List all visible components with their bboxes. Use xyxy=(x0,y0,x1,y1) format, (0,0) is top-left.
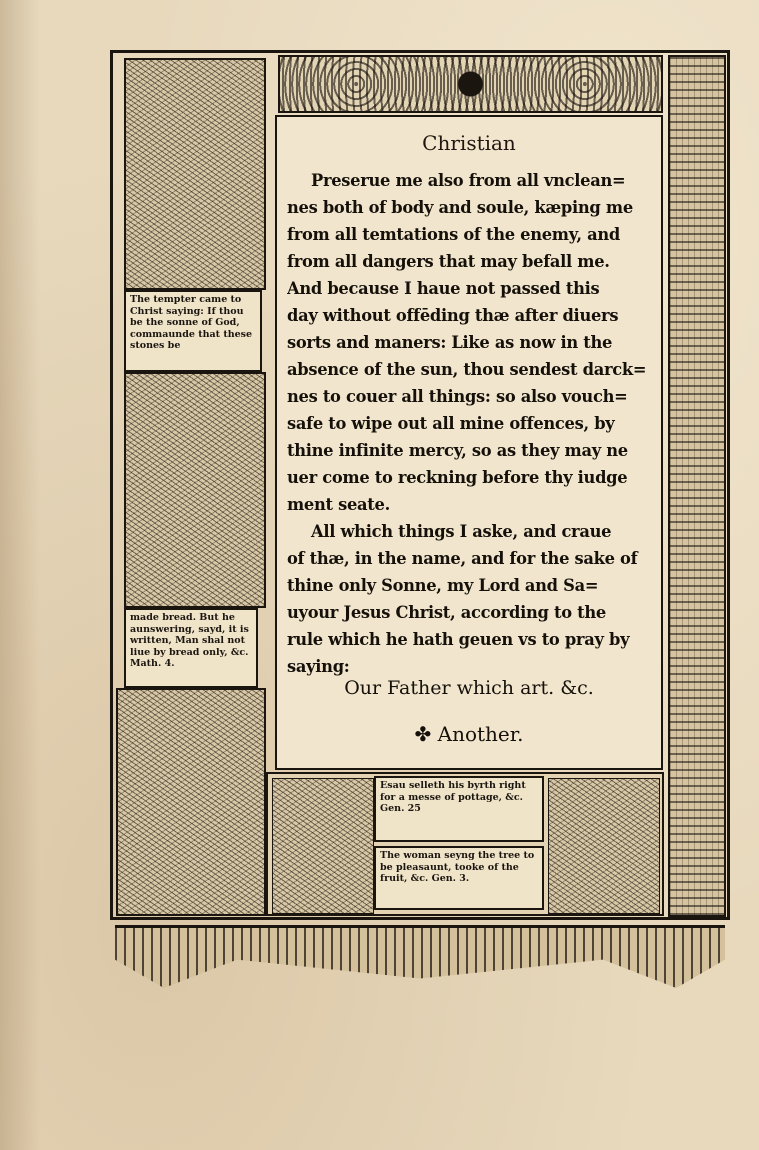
another-heading: ✤ Another. xyxy=(414,722,524,746)
text-line: absence of the sun, thou sendest darck= xyxy=(287,360,647,379)
text-line: nes to couer all things: so also vouch= xyxy=(287,387,628,406)
woodcut-adam-and-eve xyxy=(116,688,266,916)
ornamental-scroll-header xyxy=(278,55,663,113)
text-line: rule which he hath geuen vs to pray by xyxy=(287,630,630,649)
text-line: nes both of body and soule, kæping me xyxy=(287,198,633,217)
decorative-bottom-ornament xyxy=(115,925,725,988)
text-line: Preserue me also from all vnclean= xyxy=(311,171,626,190)
caption-woman-tree: The woman seyng the tree to be pleasaunt, tooke of the fruit, &c. Gen. 3. xyxy=(374,846,544,910)
text-line: ment seate. xyxy=(287,495,390,514)
closing-line: Our Father which art. &c. xyxy=(344,677,594,699)
text-line: from all dangers that may befall me. xyxy=(287,252,610,271)
prayer-text-block xyxy=(275,115,663,770)
caption-esau: Esau selleth his byrth right for a messe of pottage, &c. Gen. 25 xyxy=(374,776,544,842)
prayer-body xyxy=(287,167,659,680)
ornamental-right-column xyxy=(668,55,726,917)
text-line: All which things I aske, and craue xyxy=(311,522,612,541)
caption-bread: made bread. But he aunswering, sayd, it is written, Man shal not liue by bread only, &c. Math. 4. xyxy=(124,608,258,688)
text-line: sorts and maners: Like as now in the xyxy=(287,333,613,352)
text-line: thine only Sonne, my Lord and Sa= xyxy=(287,576,599,595)
text-line: uer come to reckning before thy iudge xyxy=(287,468,628,487)
running-heading: Christian xyxy=(422,131,516,155)
text-line: of thæ, in the name, and for the sake of xyxy=(287,549,638,568)
woodcut-temptation-scene xyxy=(124,58,266,290)
text-line: day without offēding thæ after diuers xyxy=(287,306,619,325)
caption-tempter: The tempter came to Christ saying: If thou be the sonne of God, commaunde that these stones be xyxy=(124,290,262,372)
text-line: And because I haue not passed this xyxy=(287,279,600,298)
text-line: thine infinite mercy, so as they may ne xyxy=(287,441,628,460)
text-line: saying: xyxy=(287,657,350,676)
text-line: safe to wipe out all mine offences, by xyxy=(287,414,615,433)
text-line: from all temtations of the enemy, and xyxy=(287,225,620,244)
woodcut-esau-figure xyxy=(272,778,374,914)
text-line: uyour Jesus Christ, according to the xyxy=(287,603,606,622)
woodcut-christ-and-tempter xyxy=(124,372,266,608)
woodcut-bearded-man xyxy=(548,778,660,914)
